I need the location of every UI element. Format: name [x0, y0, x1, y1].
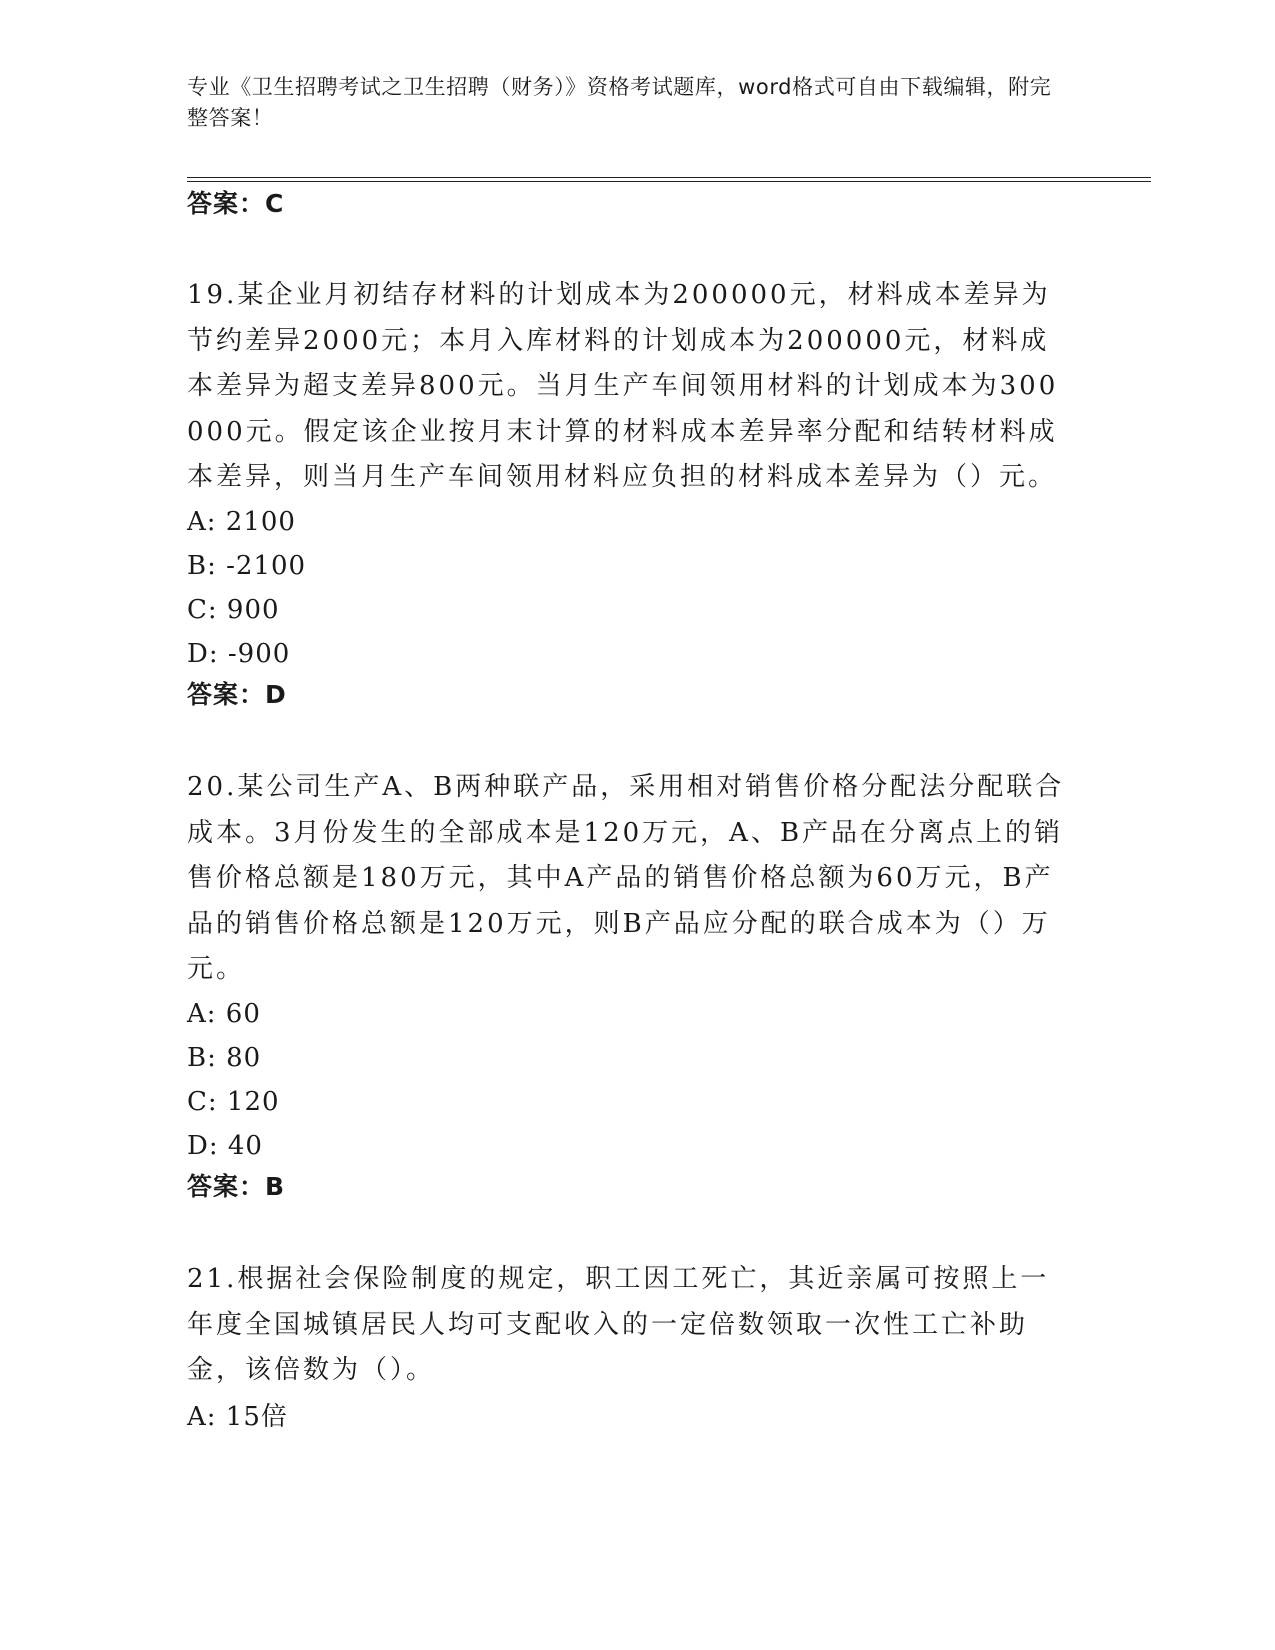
question-20-option-d: D: 40 [187, 1131, 263, 1161]
header-divider-top [187, 177, 1151, 178]
answer-q18: 答案：C [187, 189, 285, 218]
question-20-option-c: C: 120 [187, 1087, 280, 1117]
answer-q20: 答案：B [187, 1172, 286, 1201]
document-header: 专业《卫生招聘考试之卫生招聘（财务）》资格考试题库，word格式可自由下载编辑，附完整答案！ [187, 75, 1052, 130]
question-19-stem: 19.某企业月初结存材料的计划成本为200000元，材料成本差异为节约差异2000元；本月入库材料的计划成本为200000元，材料成本差异为超支差异800元。当月生产车间领用材料的计划成本为300000元。假定该企业按月末计算的材料成本差异率分配和结转材料成本差异，则当月生产车间领用材料应负担的材料成本差异为（）元。 [187, 280, 1059, 492]
question-19-option-d: D: -900 [187, 639, 291, 669]
question-20-stem: 20.某公司生产A、B两种联产品，采用相对销售价格分配法分配联合成本。3月份发生的全部成本是120万元，A、B产品在分离点上的销售价格总额是180万元，其中A产品的销售价格总额为60万元，B产品的销售价格总额是120万元，则B产品应分配的联合成本为（）万元。 [187, 772, 1065, 984]
header-divider-bottom [187, 181, 1151, 182]
question-19-option-c: C: 900 [187, 595, 280, 625]
question-19-option-b: B: -2100 [187, 551, 307, 581]
answer-q19: 答案：D [187, 680, 287, 709]
question-19-option-a: A: 2100 [187, 507, 296, 537]
question-21-stem: 21.根据社会保险制度的规定，职工因工死亡，其近亲属可按照上一年度全国城镇居民人均可支配收入的一定倍数领取一次性工亡补助金，该倍数为（）。 [187, 1264, 1050, 1385]
question-20-option-a: A: 60 [187, 999, 261, 1029]
question-20-option-b: B: 80 [187, 1043, 262, 1073]
question-21-option-a: A: 15倍 [187, 1402, 288, 1432]
